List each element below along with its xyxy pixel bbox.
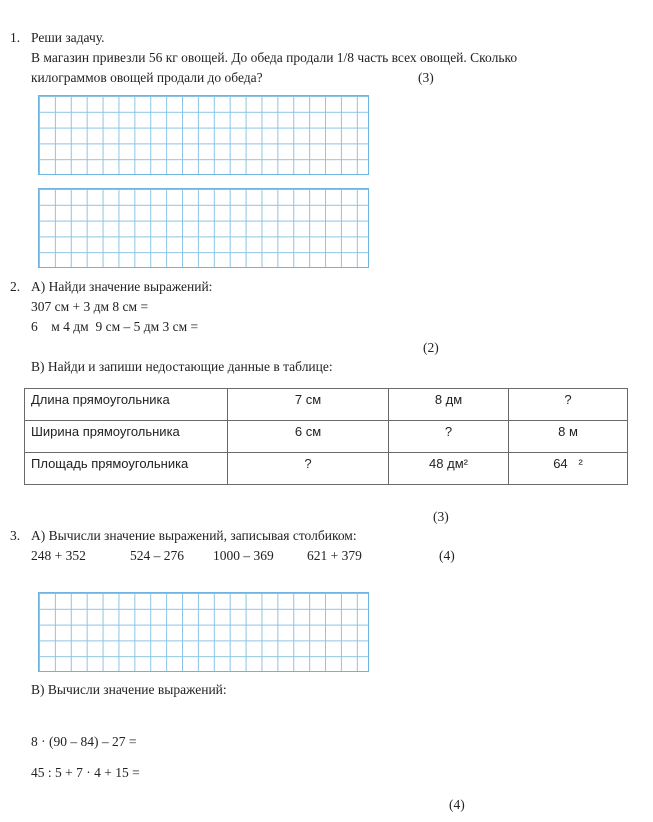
task1-answer-grid-2[interactable] [38,188,369,268]
task1-heading: Реши задачу. [31,30,105,45]
task2-partB-heading: В) Найди и запиши недостающие данные в таблице: [31,359,333,374]
table-cell: 64 ² [509,453,628,485]
table-cell: 6 см [228,421,389,453]
rectangle-data-table [24,388,628,485]
table-cell: 7 см [228,389,389,421]
task3-expression-3: 1000 – 369 [213,548,274,563]
table-cell[interactable]: ? [389,421,509,453]
table-cell: Площадь прямоугольника [25,453,228,485]
task2-expression-1: 307 см + 3 дм 8 см = [31,299,149,314]
task1-number: 1. [10,30,21,45]
task2-expression-2: 6 м 4 дм 9 см – 5 дм 3 см = [31,319,199,334]
table-cell: Длина прямоугольника [25,389,228,421]
task3-number: 3. [10,528,21,543]
task3-partB-heading: В) Вычисли значение выражений: [31,682,227,697]
task2-partB-points: (3) [433,509,449,524]
task1-points: (3) [418,70,434,85]
table-row [25,421,628,453]
task3-expressionB-1: 8 · (90 – 84) – 27 = [31,734,137,749]
task2-partA-heading: А) Найди значение выражений: [31,279,213,294]
task3-partB-points: (4) [449,797,465,812]
task2-number: 2. [10,279,21,294]
table-cell: 8 м [509,421,628,453]
task3-expression-1: 248 + 352 [31,548,86,563]
task3-answer-grid[interactable] [38,592,369,672]
task3-expression-2: 524 – 276 [130,548,184,563]
table-row [25,453,628,485]
task1-text-line1: В магазин привезли 56 кг овощей. До обеда продали 1/8 часть всех овощей. Сколько [31,50,518,65]
task1-text-line2: килограммов овощей продали до обеда? [31,70,263,85]
task3-expressionB-2: 45 : 5 + 7 · 4 + 15 = [31,765,140,780]
table-cell: 8 дм [389,389,509,421]
table-cell: 48 дм² [389,453,509,485]
task3-expression-4: 621 + 379 [307,548,362,563]
task1-answer-grid-1[interactable] [38,95,369,175]
task2-partA-points: (2) [423,340,439,355]
table-cell[interactable]: ? [509,389,628,421]
table-cell: Ширина прямоугольника [25,421,228,453]
table-row [25,389,628,421]
task3-partA-heading: А) Вычисли значение выражений, записывая столбиком: [31,528,357,543]
task3-partA-points: (4) [439,548,455,563]
table-cell[interactable]: ? [228,453,389,485]
